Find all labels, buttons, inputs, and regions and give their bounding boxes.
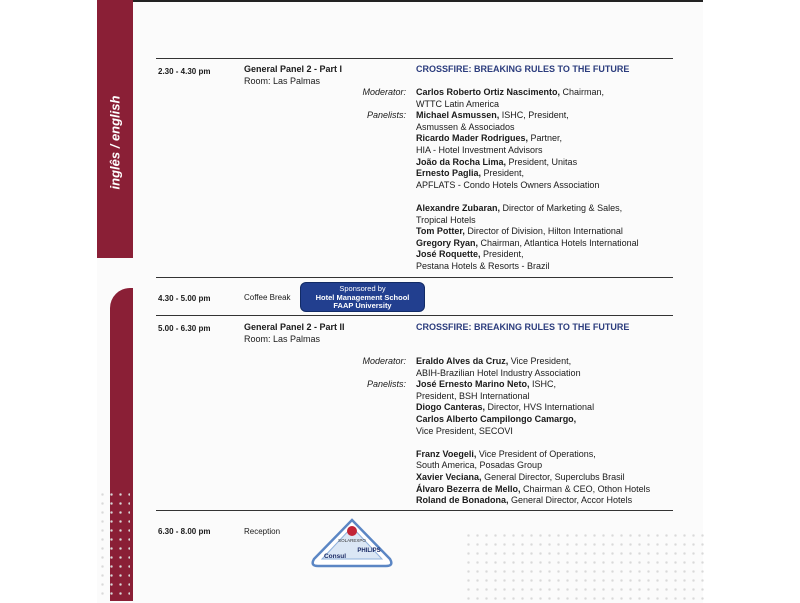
session-people: [416, 356, 650, 507]
person-line: [416, 414, 650, 426]
person-name: Ricardo Mader Rodrigues,: [416, 133, 529, 144]
sponsor-badge: Sponsored by Hotel Management School FAAP University: [301, 283, 424, 311]
person-line: [416, 261, 639, 273]
session-room: Room: Las Palmas: [244, 76, 321, 86]
person-line: [416, 379, 650, 391]
person-line: [416, 99, 639, 111]
person-line: [416, 437, 650, 449]
session-time: 5.00 - 6.30 pm: [158, 324, 211, 333]
person-detail: Asmussen & Associados: [416, 121, 515, 132]
person-line: [416, 191, 639, 203]
person-name: João da Rocha Lima,: [416, 156, 507, 167]
logo-mark-icon: [347, 526, 357, 536]
session-name: Reception: [244, 527, 281, 536]
session-name: General Panel 2 - Part I: [244, 64, 343, 74]
panelists-label: Panelists:: [366, 110, 406, 120]
person-name: Roland de Bonadona,: [416, 495, 509, 506]
person-line: [416, 449, 650, 461]
person-name: Álvaro Bezerra de Mello,: [416, 483, 521, 494]
panelists-label: Panelists:: [366, 379, 406, 389]
person-line: [416, 368, 650, 380]
person-line: [416, 249, 639, 261]
person-name: Ernesto Paglia,: [416, 168, 482, 179]
person-detail: Director, HVS International: [485, 402, 595, 413]
person-detail: General Director, Accor Hotels: [508, 495, 633, 506]
person-line: [416, 391, 650, 403]
person-detail: Director of Marketing & Sales,: [500, 202, 623, 213]
person-name: Eraldo Alves da Cruz,: [416, 356, 509, 366]
person-line: [416, 226, 639, 238]
person-detail: Partner,: [528, 133, 563, 144]
person-detail: Chairman & CEO, Othon Hotels: [520, 483, 651, 494]
person-detail: Chairman,: [560, 87, 605, 97]
person-line: [416, 484, 650, 496]
person-line: [416, 168, 639, 180]
person-detail: ABIH-Brazilian Hotel Industry Association: [416, 367, 581, 378]
person-line: [416, 238, 639, 250]
person-detail: President, BSH International: [416, 390, 530, 401]
sponsor-logo: [306, 517, 398, 569]
person-line: [416, 426, 650, 438]
person-line: [416, 356, 650, 368]
person-detail: Vice President,: [508, 356, 572, 366]
moderator-label: Moderator:: [362, 356, 406, 366]
person-detail: President,: [481, 168, 525, 179]
person-name: Michael Asmussen,: [416, 110, 500, 121]
person-name: Diogo Canteras,: [416, 402, 486, 413]
person-detail: Pestana Hotels & Resorts - Brazil: [416, 260, 550, 271]
person-line: [416, 122, 639, 134]
session-title: CROSSFIRE: BREAKING RULES TO THE FUTURE: [416, 322, 630, 332]
session-name: General Panel 2 - Part II: [244, 322, 345, 332]
person-detail: WTTC Latin America: [416, 98, 500, 109]
person-detail: Director of Division, Hilton International: [464, 226, 623, 237]
person-detail: South America, Posadas Group: [416, 460, 543, 471]
session-name: Coffee Break: [244, 293, 291, 302]
session-room: Room: Las Palmas: [244, 334, 321, 344]
person-line: [416, 495, 650, 507]
person-line: [416, 472, 650, 484]
person-name: Carlos Roberto Ortiz Nascimento,: [416, 87, 561, 97]
person-line: [416, 203, 639, 215]
person-name: Alexandre Zubaran,: [416, 202, 501, 213]
divider: [156, 510, 673, 511]
person-detail: Vice President, SECOVI: [416, 425, 513, 436]
person-detail: President, Unitas: [506, 156, 578, 167]
person-detail: APFLATS - Condo Hotels Owners Association: [416, 179, 600, 190]
logo-top-text: SOLAREXPO: [338, 538, 366, 543]
divider: [156, 277, 673, 278]
person-detail: President,: [480, 249, 524, 260]
person-detail: Tropical Hotels: [416, 214, 476, 225]
person-detail: Chairman, Atlantica Hotels International: [478, 237, 639, 248]
divider: [156, 58, 673, 59]
person-name: Tom Potter,: [416, 226, 465, 237]
language-label: inglês / english: [107, 95, 123, 189]
person-detail: General Director, Superclubs Brasil: [481, 471, 625, 482]
person-detail: HIA - Hotel Investment Advisors: [416, 144, 543, 155]
person-line: [416, 133, 639, 145]
person-line: [416, 402, 650, 414]
person-detail: ISHC,: [529, 379, 557, 390]
divider: [156, 315, 673, 316]
session-people: [416, 87, 639, 273]
person-detail: ISHC, President,: [499, 110, 569, 121]
session-time: 6.30 - 8.00 pm: [158, 527, 211, 536]
session-time: 4.30 - 5.00 pm: [158, 294, 211, 303]
person-name: José Roquette,: [416, 249, 481, 260]
dot-pattern-left: [98, 490, 130, 601]
moderator-label: Moderator:: [362, 87, 406, 97]
dot-pattern: [464, 531, 704, 601]
logo-right-text: PHILIPS: [357, 548, 381, 554]
session-title: CROSSFIRE: BREAKING RULES TO THE FUTURE: [416, 64, 630, 74]
person-name: Gregory Ryan,: [416, 237, 479, 248]
person-line: [416, 215, 639, 227]
person-name: José Ernesto Marino Neto,: [416, 379, 530, 390]
person-name: Carlos Alberto Campilongo Camargo,: [416, 413, 577, 424]
person-detail: Vice President of Operations,: [476, 448, 596, 459]
person-line: [416, 87, 639, 99]
person-line: [416, 110, 639, 122]
logo-left-text: Consul: [323, 553, 347, 560]
person-line: [416, 180, 639, 192]
person-line: [416, 460, 650, 472]
session-time: 2.30 - 4.30 pm: [158, 67, 211, 76]
person-line: [416, 157, 639, 169]
person-line: [416, 145, 639, 157]
person-name: Franz Voegeli,: [416, 448, 477, 459]
person-name: Xavier Veciana,: [416, 471, 482, 482]
